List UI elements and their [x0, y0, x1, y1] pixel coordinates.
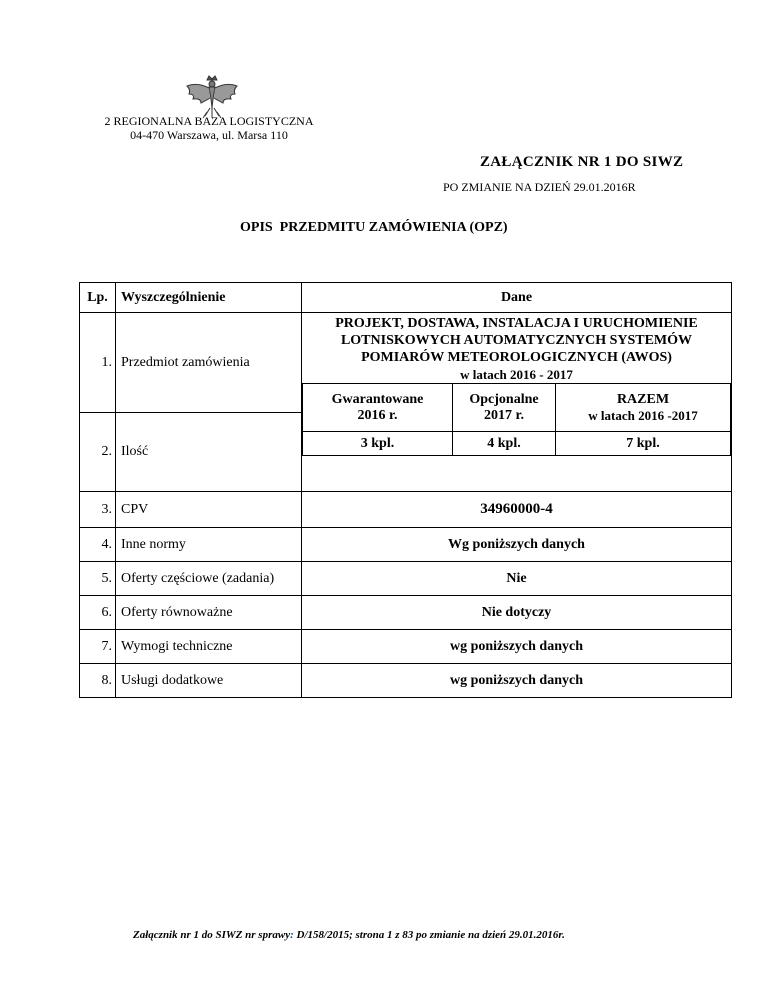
- table-row: [80, 313, 732, 413]
- row-lp: 6.: [80, 596, 116, 630]
- footer-colon: :: [290, 929, 294, 941]
- quantity-header-text: Opcjonalne: [469, 391, 539, 407]
- table-row: [80, 630, 732, 664]
- row-value: Nie dotyczy: [302, 596, 732, 630]
- row-lp: 4.: [80, 528, 116, 562]
- subject-line: LOTNISKOWYCH AUTOMATYCZNYCH SYSTEMÓW: [340, 333, 693, 348]
- quantity-optional-value: 4 kpl.: [453, 432, 556, 456]
- organization-name: 2 REGIONALNA BAZA LOGISTYCZNA: [104, 114, 314, 128]
- annex-title: ZAŁĄCZNIK NR 1 DO SIWZ: [480, 154, 684, 170]
- cpv-code: 34960000-4: [302, 492, 732, 528]
- footer-text: Załącznik nr 1 do SIWZ nr sprawy: [133, 929, 291, 941]
- row-value: wg poniższych danych: [302, 664, 732, 698]
- organization-address: 04-470 Warszawa, ul. Marsa 110: [130, 128, 288, 142]
- row-lp: 7.: [80, 630, 116, 664]
- row-name: Usługi dodatkowe: [116, 664, 302, 698]
- row-value: Wg poniższych danych: [302, 528, 732, 562]
- row-lp: 1.: [80, 313, 116, 413]
- quantity-guaranteed-value: 3 kpl.: [303, 432, 453, 456]
- table-row: [80, 562, 732, 596]
- row-value: wg poniższych danych: [302, 630, 732, 664]
- quantity-header-text: Gwarantowane: [331, 391, 424, 407]
- header-name: Wyszczególnienie: [116, 283, 302, 313]
- page-footer: [133, 929, 565, 941]
- row-lp: 8.: [80, 664, 116, 698]
- quantity-header-guaranteed: [303, 384, 453, 432]
- row-lp: 2.: [80, 413, 116, 492]
- subject-and-quantity-cell: [302, 313, 732, 492]
- row-name: Oferty częściowe (zadania): [116, 562, 302, 596]
- row-name: Oferty równoważne: [116, 596, 302, 630]
- subject-years: w latach 2016 - 2017: [460, 367, 573, 382]
- row-name: Inne normy: [116, 528, 302, 562]
- document-title: OPIS PRZEDMITU ZAMÓWIENIA (OPZ): [240, 220, 508, 235]
- table-header-row: [80, 283, 732, 313]
- subject-description: [302, 315, 731, 383]
- row-name: Przedmiot zamówienia: [116, 313, 302, 413]
- row-lp: 3.: [80, 492, 116, 528]
- quantity-total-value: 7 kpl.: [556, 432, 731, 456]
- quantity-header-text: 2016 r.: [357, 407, 398, 423]
- row-lp: 5.: [80, 562, 116, 596]
- quantity-header-total: [556, 384, 731, 432]
- quantity-header-optional: [453, 384, 556, 432]
- table-row: [80, 596, 732, 630]
- footer-text: D/158/2015; strona 1 z 83 po zmianie na dzień 29.01.2016r.: [293, 929, 565, 941]
- specification-table: [79, 282, 732, 698]
- quantity-header-text: w latach 2016 -2017: [588, 407, 698, 423]
- organization-name-block: [95, 114, 323, 142]
- header-lp: Lp.: [80, 283, 116, 313]
- annex-subtitle: PO ZMIANIE NA DZIEŃ 29.01.2016R: [443, 180, 636, 194]
- row-name: Ilość: [116, 413, 302, 492]
- table-row: [80, 492, 732, 528]
- row-name: CPV: [116, 492, 302, 528]
- table-row: [80, 664, 732, 698]
- header-data: Dane: [302, 283, 732, 313]
- quantity-header-text: RAZEM: [616, 391, 670, 407]
- row-name: Wymogi techniczne: [116, 630, 302, 664]
- subject-line: PROJEKT, DOSTAWA, INSTALACJA I URUCHOMIENIE: [335, 316, 698, 331]
- quantity-table: [302, 383, 731, 456]
- table-row: [80, 528, 732, 562]
- quantity-header-text: 2017 r.: [484, 407, 524, 423]
- row-value: Nie: [302, 562, 732, 596]
- subject-line: POMIARÓW METEOROLOGICZNYCH (AWOS): [361, 350, 672, 365]
